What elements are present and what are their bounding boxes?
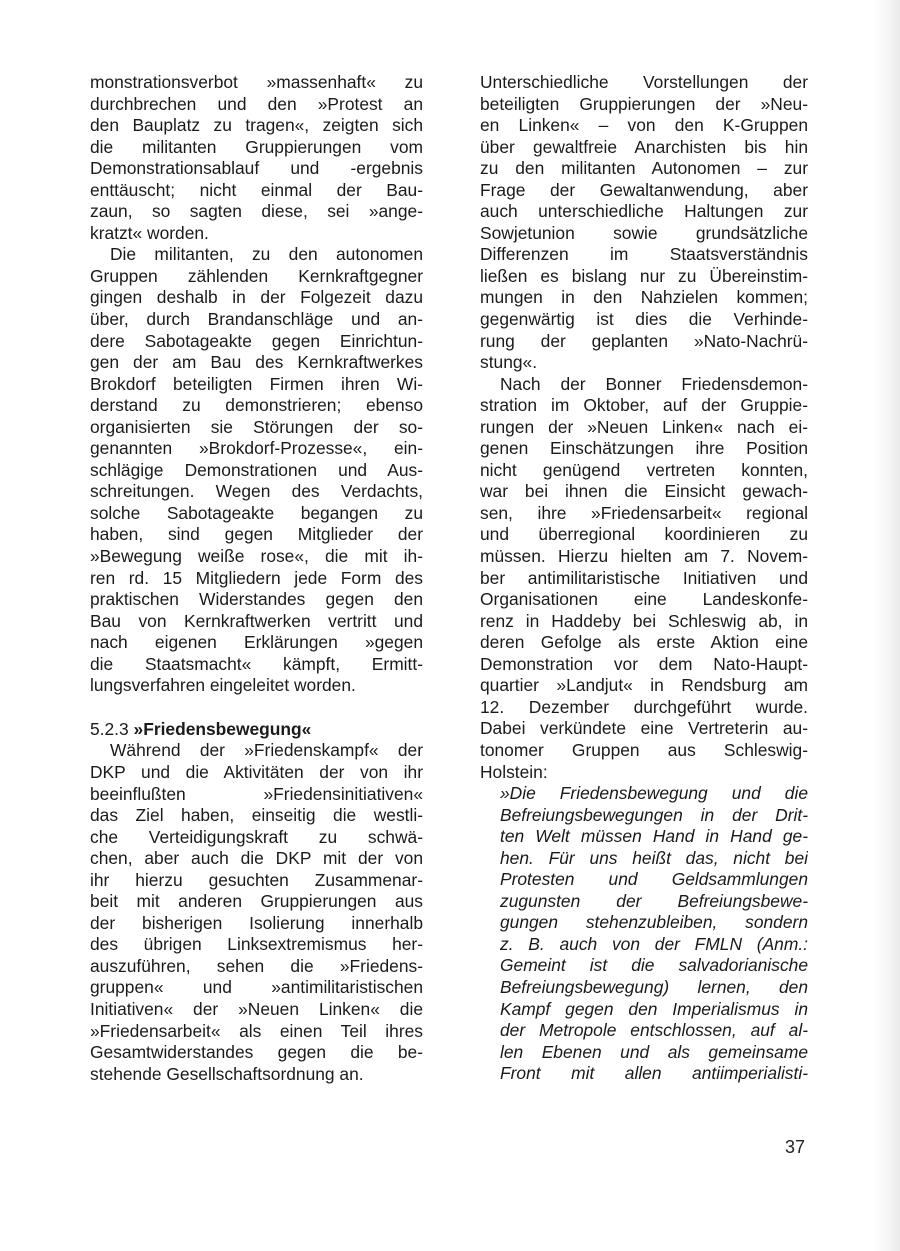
text-line: Differenzen im Staatsverständnis	[480, 244, 808, 265]
text-line: tonomer Gruppen aus Schleswig-	[480, 739, 808, 760]
text-line: beeinflußten »Friedensinitiativen«	[90, 783, 423, 804]
text-line: des übrigen Linksextremismus her-	[90, 934, 423, 955]
text-line: Nach der Bonner Friedensdemon-	[500, 373, 808, 394]
quote-line: »Die Friedensbewegung und die	[500, 783, 808, 804]
text-line: che Verteidigungskraft zu schwä-	[90, 826, 423, 847]
text-line: beit mit anderen Gruppierungen aus	[90, 891, 423, 912]
text-line: Frage der Gewaltanwendung, aber	[480, 179, 808, 200]
text-line: quartier »Landjut« in Rendsburg am	[480, 675, 808, 696]
text-line: genannten »Brokdorf-Prozesse«, ein-	[90, 438, 423, 459]
text-line: enttäuscht; nicht einmal der Bau-	[90, 179, 423, 200]
quote-line: Befreiungsbewegungen in der Drit-	[500, 804, 808, 825]
text-line: stration im Oktober, auf der Gruppie-	[480, 395, 808, 416]
text-line: ren rd. 15 Mitgliedern jede Form des	[90, 567, 423, 588]
quote-line: ten Welt müssen Hand in Hand ge-	[500, 826, 808, 847]
text-line: gingen deshalb in der Folgezeit dazu	[90, 287, 423, 308]
text-line: der bisherigen Isolierung innerhalb	[90, 912, 423, 933]
quote-line: Kampf gegen den Imperialismus in	[500, 998, 808, 1019]
section-heading	[90, 719, 423, 741]
text-line: chen, aber auch die DKP mit der von	[90, 848, 423, 869]
text-line: auszuführen, sehen die »Friedens-	[90, 955, 423, 976]
text-line: Bau von Kernkraftwerken vertritt und	[90, 610, 423, 631]
text-line: gen der am Bau des Kernkraftwerkes	[90, 352, 423, 373]
right-paragraph-1	[480, 72, 808, 374]
text-line: en Linken« – von den K-Gruppen	[480, 115, 808, 136]
text-line: über gewaltfreie Anarchisten bis hin	[480, 136, 808, 157]
quote-line: z. B. auch von der FMLN (Anm.:	[500, 933, 808, 954]
text-line: Gesamtwiderstandes gegen die be-	[90, 1042, 423, 1063]
text-line: Gruppen zählenden Kernkraftgegner	[90, 265, 423, 286]
text-line: lungsverfahren eingeleitet worden.	[90, 675, 356, 696]
text-line: nicht genügend vertreten konnten,	[480, 459, 808, 480]
text-line: ließen es bislang nur zu Übereinstim-	[480, 265, 808, 286]
quote-line: gungen stehenzubleiben, sondern	[500, 912, 808, 933]
text-line: ihr hierzu gesuchten Zusammenar-	[90, 869, 423, 890]
text-line: durchbrechen und den »Protest an	[90, 93, 423, 114]
text-line: zaun, so sagten diese, sei »ange-	[90, 201, 423, 222]
text-line: war bei ihnen die Einsicht gewach-	[480, 481, 808, 502]
quote-line: len Ebenen und als gemeinsame	[500, 1041, 808, 1062]
text-line: Die militanten, zu den autonomen	[110, 244, 423, 265]
text-line: stehende Gesellschaftsordnung an.	[90, 1063, 364, 1084]
text-line: 12. Dezember durchgeführt wurde.	[480, 696, 808, 717]
text-line: mungen in den Nahzielen kommen;	[480, 287, 808, 308]
text-line: müssen. Hierzu hielten am 7. Novem-	[480, 546, 808, 567]
left-paragraph-2	[90, 244, 423, 696]
text-line: Unterschiedliche Vorstellungen der	[480, 72, 808, 92]
text-line: Sowjetunion sowie grundsätzliche	[480, 222, 808, 243]
left-paragraph-3	[90, 740, 423, 1085]
text-line: sen, ihre »Friedensarbeit« regional	[480, 502, 808, 523]
right-column	[480, 72, 808, 1085]
page-number: 37	[785, 1137, 806, 1157]
section-title: »Friedensbewegung«	[133, 718, 312, 739]
text-line: schlägige Demonstrationen und Aus-	[90, 459, 423, 480]
text-line: nach eigenen Erklärungen »gegen	[90, 632, 423, 653]
paragraph-gap	[90, 697, 423, 719]
text-line: gegenwärtig ist dies die Verhinde-	[480, 309, 808, 330]
text-line: ber antimilitaristische Initiativen und	[480, 567, 808, 588]
text-line: rungen der »Neuen Linken« nach ei-	[480, 416, 808, 437]
text-line: deren Gefolge als erste Aktion eine	[480, 632, 808, 653]
quote-line: hen. Für uns heißt das, nicht bei	[500, 847, 808, 868]
section-number: 5.2.3	[90, 718, 129, 739]
quote-line: Befreiungsbewegung) lernen, den	[500, 976, 808, 997]
text-line: organisierten sie Störungen der so-	[90, 416, 423, 437]
block-quote	[480, 783, 808, 1085]
text-line: kratzt« worden.	[90, 222, 209, 243]
text-line: stung«.	[480, 352, 538, 373]
text-line: haben, sind gegen Mitglieder der	[90, 524, 423, 545]
right-paragraph-2	[480, 374, 808, 783]
left-paragraph-1	[90, 72, 423, 244]
text-line: auch unterschiedliche Haltungen zur	[480, 201, 808, 222]
text-line: Dabei verkündete eine Vertreterin au-	[480, 718, 808, 739]
text-line: Holstein:	[480, 761, 548, 782]
quote-line: Gemeint ist die salvadorianische	[500, 955, 808, 976]
text-line: über, durch Brandanschläge und an-	[90, 309, 423, 330]
text-line: die militanten Gruppierungen vom	[90, 136, 423, 157]
text-line: »Bewegung weiße rose«, die mit ih-	[90, 546, 423, 567]
quote-line: zugunsten der Befreiungsbewe-	[500, 890, 808, 911]
text-line: und überregional koordinieren zu	[480, 524, 808, 545]
text-line: renz in Haddeby bei Schleswig ab, in	[480, 610, 808, 631]
quote-line: der Metropole entschlossen, auf al-	[500, 1020, 808, 1041]
text-line: Während der »Friedenskampf« der	[110, 740, 423, 761]
text-line: rung der geplanten »Nato-Nachrü-	[480, 330, 808, 351]
text-line: »Friedensarbeit« als einen Teil ihres	[90, 1020, 423, 1041]
text-line: monstrationsverbot »massenhaft« zu	[90, 72, 423, 92]
text-line: praktischen Widerstandes gegen den	[90, 589, 423, 610]
text-line: Organisationen eine Landeskonfe-	[480, 589, 808, 610]
text-line: schreitungen. Wegen des Verdachts,	[90, 481, 423, 502]
text-line: den Bauplatz zu tragen«, zeigten sich	[90, 115, 423, 136]
text-line: gruppen« und »antimilitaristischen	[90, 977, 423, 998]
text-line: genen Einschätzungen ihre Position	[480, 438, 808, 459]
text-line: Demonstrationsablauf und -ergebnis	[90, 158, 423, 179]
text-line: die Staatsmacht« kämpft, Ermitt-	[90, 653, 423, 674]
text-line: Demonstration vor dem Nato-Haupt-	[480, 653, 808, 674]
left-column	[90, 72, 423, 1085]
text-line: solche Sabotageakte begangen zu	[90, 502, 423, 523]
quote-line: Front mit allen antiimperialisti-	[500, 1063, 808, 1084]
text-line: dere Sabotageakte gegen Einrichtun-	[90, 330, 423, 351]
page-edge-shadow	[872, 0, 900, 1251]
text-line: Brokdorf beteiligten Firmen ihren Wi-	[90, 373, 423, 394]
text-line: das Ziel haben, einseitig die westli-	[90, 805, 423, 826]
text-line: Initiativen« der »Neuen Linken« die	[90, 998, 423, 1019]
quote-line: Protesten und Geldsammlungen	[500, 869, 808, 890]
text-line: zu den militanten Autonomen – zur	[480, 158, 808, 179]
text-line: DKP und die Aktivitäten der von ihr	[90, 761, 423, 782]
text-line: derstand zu demonstrieren; ebenso	[90, 395, 423, 416]
text-line: beteiligten Gruppierungen der »Neu-	[480, 93, 808, 114]
